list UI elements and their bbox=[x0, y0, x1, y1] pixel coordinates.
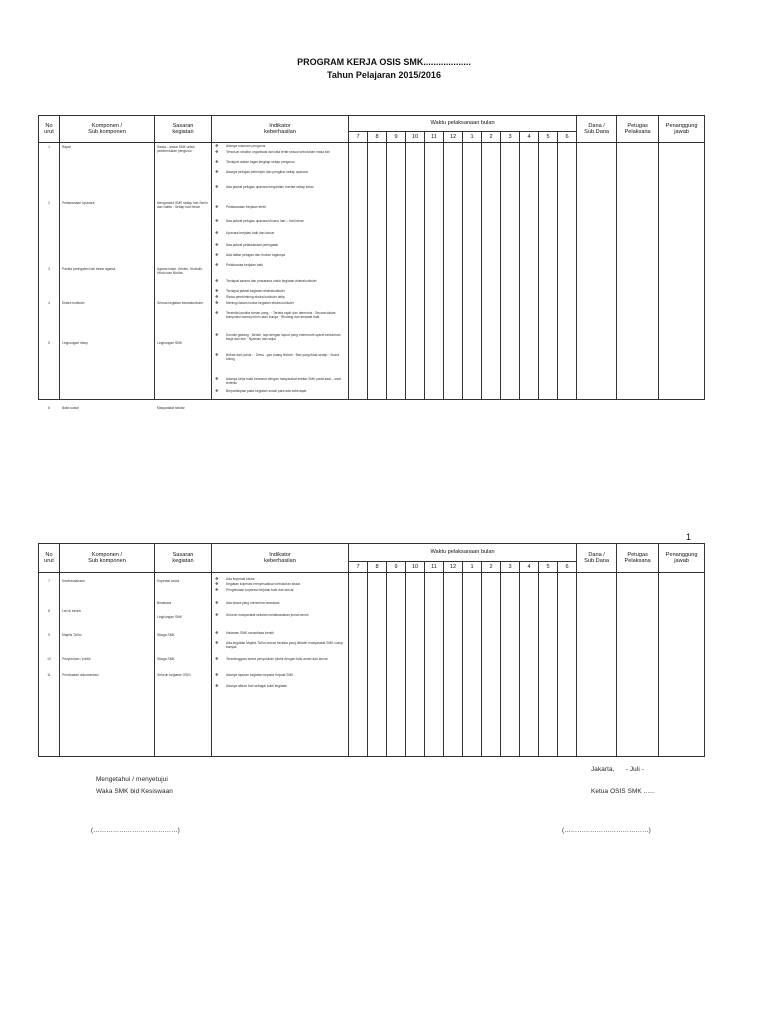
month-cell bbox=[349, 573, 368, 757]
header-no: No urut bbox=[39, 544, 60, 573]
row-komponen: Rapat bbox=[62, 145, 71, 149]
indikator-column: ❖ Ada koperasi siswa ❖ Kegiatan koperasi menyesuaikan kebutuhan siswa ❖ Pengelolaan koperasi berjalan baik dan lancar ❖ Ada siswa yang menerima beasiswa ❖ Seluruh masyarakat sekolah melaksanakan jumat bersih ❖ Halaman SMK senantiasa bersih ❖ Ada kegiatan Majelis Ta'lim sesuai berkala yang dihadiri masyarakat SMK cukup banyak ❖ Terselenggara acara penyuluhan pilotik dengan baik aman dan lancar ❖ Adanya laporan kegiatan kepada Kepala SMK ❖ Adanya album foto sebagai bukti kegiatan bbox=[212, 573, 349, 757]
row-sasaran: Koperasi siswa bbox=[157, 579, 180, 583]
month-cell bbox=[520, 143, 539, 400]
row-no: 4 bbox=[48, 301, 50, 305]
month-cell bbox=[463, 143, 482, 400]
row-sasaran: Masyarakat sekitar bbox=[157, 406, 185, 410]
month-cell bbox=[425, 573, 444, 757]
row-komponen: Pembuatan dokumentasi bbox=[62, 673, 99, 677]
month-header: 1 bbox=[463, 562, 482, 573]
program-table-page-2 bbox=[38, 543, 705, 757]
row-komponen: Lingkungan hidup bbox=[62, 341, 89, 345]
komponen-column bbox=[60, 573, 155, 757]
place-date: Jakarta, - Juli - bbox=[591, 766, 644, 773]
row-sasaran: Warga SMK bbox=[157, 633, 175, 637]
header-waktu: Waktu pelaksanaan bulan bbox=[349, 544, 577, 562]
month-header: 4 bbox=[520, 132, 539, 143]
petugas-cell bbox=[617, 143, 659, 400]
month-header: 3 bbox=[501, 132, 520, 143]
header-komponen: Komponen / Sub komponen bbox=[60, 544, 155, 573]
month-cell bbox=[482, 573, 501, 757]
month-cell bbox=[501, 573, 520, 757]
row-komponen: Majelis Ta'lim bbox=[62, 633, 82, 637]
row-no: 5 bbox=[48, 341, 50, 345]
month-header: 11 bbox=[425, 562, 444, 573]
row-no: 3 bbox=[48, 267, 50, 271]
header-penanggung: Penanggung jawab bbox=[659, 544, 705, 573]
month-cell bbox=[349, 143, 368, 400]
approval-label: Mengetahui / menyetujui bbox=[96, 776, 168, 783]
row-komponen: Penyuluhan / pilotik bbox=[62, 657, 91, 661]
petugas-cell bbox=[617, 573, 659, 757]
indikator-column: ❖ Adanya susunan pengurus ❖ Tersusun struktur organisasi dan tata tertib sesuai kebutuhan masa kini ❖ Terdapat uraian tugas lengkap setiap pengurus ❖ Adanya petugas pemimpin dan pengibar setiap upacara ❖ Ada jadwal petugas upacara bergantian merata setiap kelas ❖ Pelaksanaan berjalan tertib ❖ Ada jadwal petugas upacara khusus hari – hari besar ❖ Upacara berjalan baik dan lancar ❖ Ada jadwal pelaksanaan peringatan ❖ Ada daftar petugas dan rincian tugasnya ❖ Pelaksanaa berjalan baik ❖ Terdapat sarana dan prasarana untuk kegiatan ekstrakurikuler ❖ Terdapat jadwal kegiatan ekstrakurikuler ❖ Siswa pembimbing ekstra kurikuler aktip ❖ Meningi dalam lomba kegiatan ekstra kurikuler ❖ Tersedia kandha taman yang : · Tertata rapih dan harmonis · Secara dalam komposisi warna pohon atau bunga · Rindang dan terawatt baik ❖ Kondisi gedang · Bersih, rapi dengan layout yang memenuhi syarat kebutuhan kerja dan asri · Nyaman dan sejuk ❖ Bebas dari polusi : · Debu , gas buang limbah · Bau yang tidak sedap · Suara bising ❖ Adanya kerja bakti bersama dengan masyarakat sekitar SMK pada saat – saat tertentu ❖ Berpartisipasi pada kegiatan sosial para ada sekerapat bbox=[212, 143, 349, 400]
month-cell bbox=[425, 143, 444, 400]
month-cell bbox=[368, 143, 387, 400]
row-sasaran: Semua kegiatan ekstrakurikuler bbox=[157, 301, 204, 305]
row-sasaran: Warga SMK bbox=[157, 657, 175, 661]
month-cell bbox=[539, 143, 558, 400]
row-komponen: Panitia peringatan hari besar agama bbox=[62, 267, 116, 271]
row-komponen: Pelaksanaan Upacara bbox=[62, 201, 95, 205]
month-cell bbox=[501, 143, 520, 400]
chairman-title: Ketua OSIS SMK ...... bbox=[591, 788, 655, 795]
month-header: 5 bbox=[539, 132, 558, 143]
month-header: 1 bbox=[463, 132, 482, 143]
program-table-page-1 bbox=[38, 115, 705, 410]
sasaran-column bbox=[155, 573, 212, 757]
row-sasaran: Lingkungan SMK bbox=[157, 615, 183, 619]
row-sasaran: Agama Islam, Kristen, Khatolik, Hindu dan Budha bbox=[157, 267, 203, 276]
komponen-column bbox=[60, 143, 155, 410]
month-header: 9 bbox=[387, 132, 406, 143]
month-header: 5 bbox=[539, 562, 558, 573]
approver-signature-line: (…………………………………) bbox=[91, 827, 180, 834]
month-cell bbox=[520, 573, 539, 757]
header-indikator: Indikator keberhasilan bbox=[212, 544, 349, 573]
row-sasaran: Seluruh kegiatan OSIS bbox=[157, 673, 191, 677]
month-cell bbox=[482, 143, 501, 400]
month-cell bbox=[558, 143, 577, 400]
month-header: 8 bbox=[368, 132, 387, 143]
month-cell bbox=[368, 573, 387, 757]
header-petugas: Petugas Pelaksana bbox=[617, 116, 659, 143]
month-header: 6 bbox=[558, 562, 577, 573]
month-header: 3 bbox=[501, 562, 520, 573]
row-sasaran: Menyambut SMK setiap hari Senin dan Sabtu · Setiap hari besar bbox=[157, 201, 208, 210]
month-header: 12 bbox=[444, 132, 463, 143]
month-cell bbox=[463, 573, 482, 757]
month-cell bbox=[387, 143, 406, 400]
no-column bbox=[39, 143, 60, 410]
row-komponen: Lari di bersih bbox=[62, 609, 81, 613]
page-number: 1 bbox=[686, 532, 692, 542]
month-header: 2 bbox=[482, 562, 501, 573]
row-no: 10 bbox=[47, 657, 51, 661]
header-dana: Dana / Sub.Dana bbox=[577, 116, 617, 143]
month-header: 2 bbox=[482, 132, 501, 143]
sasaran-column bbox=[155, 143, 212, 410]
month-header: 4 bbox=[520, 562, 539, 573]
row-no: 7 bbox=[48, 579, 50, 583]
row-no: 1 bbox=[48, 145, 50, 149]
no-column bbox=[39, 573, 60, 757]
month-header: 7 bbox=[349, 132, 368, 143]
month-cell bbox=[539, 573, 558, 757]
month-header: 10 bbox=[406, 562, 425, 573]
document-title: PROGRAM KERJA OSIS SMK................... bbox=[297, 57, 471, 67]
month-cell bbox=[406, 573, 425, 757]
dana-cell bbox=[577, 573, 617, 757]
header-waktu: Waktu pelaksanaan bulan bbox=[349, 116, 577, 132]
month-cell bbox=[387, 573, 406, 757]
month-header: 7 bbox=[349, 562, 368, 573]
header-no: No urut bbox=[39, 116, 60, 143]
header-sasaran: Sasaran kegiatan bbox=[155, 116, 212, 143]
row-sasaran: Beasiswa bbox=[157, 601, 172, 605]
row-no: 2 bbox=[48, 201, 50, 205]
dana-cell bbox=[577, 143, 617, 400]
penanggung-cell bbox=[659, 143, 705, 400]
header-penanggung: Penanggung jawab bbox=[659, 116, 705, 143]
document-subtitle: Tahun Pelajaran 2015/2016 bbox=[327, 70, 441, 80]
row-sasaran: Siswa – siswa SMK untuk pembentukan pengurus bbox=[157, 145, 195, 154]
month-header: 12 bbox=[444, 562, 463, 573]
penanggung-cell bbox=[659, 573, 705, 757]
header-komponen: Komponen / Sub komponen bbox=[60, 116, 155, 143]
month-header: 10 bbox=[406, 132, 425, 143]
approver-title: Waka SMK bid Kesiswaan bbox=[96, 788, 173, 795]
month-cell bbox=[444, 143, 463, 400]
row-komponen: Ekstra kurikuler bbox=[62, 301, 85, 305]
row-no: 6 bbox=[48, 406, 50, 410]
month-header: 8 bbox=[368, 562, 387, 573]
row-no: 9 bbox=[48, 633, 50, 637]
chairman-signature-line: (…………………………………) bbox=[562, 827, 651, 834]
row-no: 11 bbox=[47, 673, 51, 677]
row-komponen: Kewirausahaan bbox=[62, 579, 85, 583]
header-dana: Dana / Sub.Dana bbox=[577, 544, 617, 573]
month-cell bbox=[444, 573, 463, 757]
header-petugas: Petugas Pelaksana bbox=[617, 544, 659, 573]
header-sasaran: Sasaran kegiatan bbox=[155, 544, 212, 573]
header-indikator: Indikator keberhasilan bbox=[212, 116, 349, 143]
month-cell bbox=[558, 573, 577, 757]
row-sasaran: Lingkungan SMK bbox=[157, 341, 183, 345]
month-header: 9 bbox=[387, 562, 406, 573]
row-komponen: Bakti sosial bbox=[62, 406, 79, 410]
month-header: 11 bbox=[425, 132, 444, 143]
month-header: 6 bbox=[558, 132, 577, 143]
row-no: 8 bbox=[48, 609, 50, 613]
month-cell bbox=[406, 143, 425, 400]
